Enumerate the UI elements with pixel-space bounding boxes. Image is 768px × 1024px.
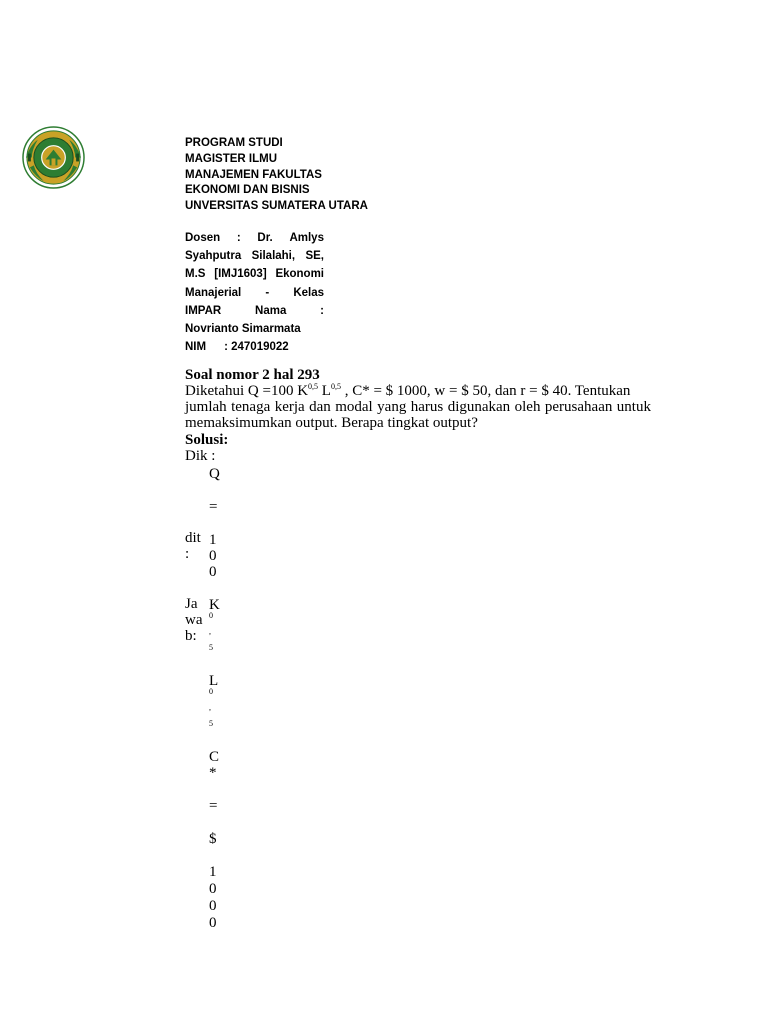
nim-label: NIM: [185, 341, 207, 354]
info-line: [185, 265, 324, 283]
formula-char: 0: [209, 548, 217, 564]
label-fragment: :: [185, 546, 190, 563]
institution-header: [185, 136, 385, 215]
header-line: MAGISTER ILMU: [185, 152, 277, 165]
problem-word: perusahaan: [544, 399, 613, 416]
class-label: Kelas: [293, 286, 324, 299]
course-code: [IMJ1603]: [214, 268, 267, 281]
problem-word: harus: [410, 399, 444, 416]
info-line: [185, 229, 324, 247]
formula-char: 0: [209, 564, 217, 580]
course-name: Ekonomi: [275, 268, 324, 281]
formula-char: Q: [209, 466, 220, 482]
class-value: IMPAR: [185, 304, 222, 317]
formula-char: 1: [209, 864, 217, 880]
problem-line-text: [185, 383, 630, 399]
problem-text-part: L: [318, 383, 331, 399]
formula-exponent-char: 0: [209, 611, 213, 620]
problem-line: [185, 399, 651, 415]
formula-char: =: [209, 499, 218, 515]
dosen-last-name: Silalahi,: [251, 250, 296, 263]
problem-word: yang: [377, 399, 407, 416]
problem-word: digunakan: [447, 399, 511, 416]
problem-text-part: , C* = $ 1000, w = $ 50, dan r = $ 40. Tentukan: [340, 383, 631, 399]
formula-char: 1: [209, 532, 217, 548]
dosen-degree: SE,: [305, 250, 324, 263]
problem-word: dan: [309, 399, 331, 416]
label-fragment: Ja: [185, 596, 198, 612]
label-fragment: dit: [185, 530, 201, 546]
header-line: EKONOMI DAN BISNIS: [185, 184, 310, 197]
superscript: 0,5: [330, 382, 341, 391]
formula-char: 0: [209, 881, 217, 897]
asked-label: [185, 530, 207, 562]
name-label: Nama: [255, 304, 287, 317]
student-name: Novrianto Simarmata: [185, 323, 301, 336]
separator: :: [320, 304, 324, 317]
problem-word: kerja: [274, 399, 305, 416]
given-label: Dik :: [185, 448, 216, 464]
formula-char: L: [209, 673, 219, 689]
problem-line: memaksimumkan output. Berapa tingkat output?: [185, 415, 478, 432]
answer-label: [185, 596, 207, 645]
info-line: [185, 302, 324, 320]
problem-text: [185, 383, 651, 432]
info-line: [185, 247, 324, 265]
formula-char: 0: [209, 915, 217, 931]
header-line: PROGRAM STUDI: [185, 137, 283, 149]
info-line: [185, 284, 324, 302]
formula-exponent-char: 5: [209, 719, 213, 728]
dash: -: [265, 286, 270, 299]
problem-word: tenaga: [231, 399, 271, 416]
separator: :: [236, 232, 241, 244]
label-fragment: b:: [185, 628, 197, 645]
dosen-name: Syahputra: [185, 250, 242, 263]
formula-char: 0: [209, 898, 217, 914]
problem-word: untuk: [616, 399, 651, 416]
formula-exponent-char: ,: [209, 703, 211, 712]
nim-value: : 247019022: [224, 341, 289, 354]
formula-char: C: [209, 749, 220, 765]
problem-title: Soal nomor 2 hal 293: [185, 367, 320, 383]
header-line: UNVERSITAS SUMATERA UTARA: [185, 200, 368, 213]
problem-text-part: Diketahui Q =100 K: [185, 383, 309, 399]
dosen-degree: M.S: [185, 268, 206, 281]
header-line: MANAJEMEN FAKULTAS: [185, 168, 322, 181]
formula-char: =: [209, 798, 218, 814]
formula-exponent-char: 0: [209, 687, 213, 696]
problem-line: [185, 383, 651, 399]
formula-char: $: [209, 831, 217, 847]
problem-word: jumlah: [185, 399, 227, 416]
label-fragment: wa: [185, 612, 203, 629]
info-line: [185, 338, 324, 356]
formula-char: K: [209, 597, 220, 613]
dosen-label: Dosen: [185, 232, 221, 244]
dosen-title: Dr.: [257, 232, 273, 244]
university-seal-icon: [22, 126, 85, 189]
formula-char: *: [209, 765, 217, 781]
problem-word: modal: [335, 399, 373, 416]
formula-exponent-char: ,: [209, 627, 211, 636]
course-name: Manajerial: [185, 286, 242, 299]
student-info: [185, 229, 324, 356]
solution-label: Solusi:: [185, 432, 229, 448]
formula-exponent-char: 5: [209, 643, 213, 652]
dosen-first-name: Amlys: [289, 232, 324, 244]
problem-word: oleh: [514, 399, 541, 416]
superscript: 0,5: [308, 382, 319, 391]
